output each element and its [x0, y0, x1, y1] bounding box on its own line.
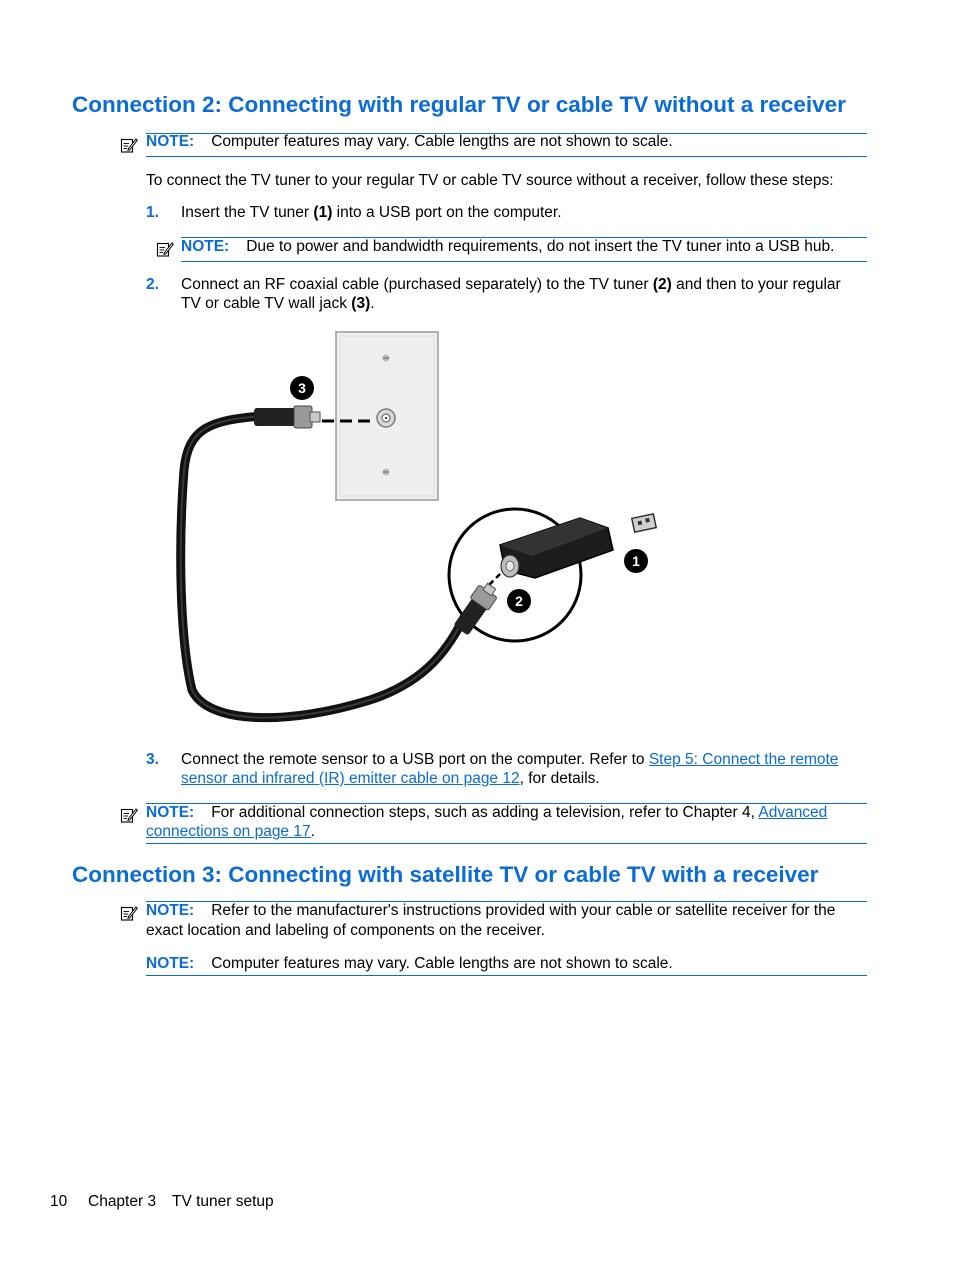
step-3-line-2: [181, 769, 600, 788]
note-bottom-rule: [181, 261, 867, 262]
note-text: Refer to the manufacturer's instructions provided with your cable or satellite receiver for the: [211, 902, 836, 919]
link-step-5-remote-sensor[interactable]: Step 5: Connect the remote: [648, 751, 839, 768]
note-label: NOTE:: [146, 955, 195, 972]
callout-label: 1: [632, 553, 640, 569]
callout-1: [624, 549, 648, 573]
step-1-text: [181, 203, 562, 222]
note-compute-features: [146, 132, 673, 151]
note-label: NOTE:: [146, 804, 195, 821]
callout-label: 2: [515, 593, 523, 609]
link-advanced-connections[interactable]: Advanced: [758, 804, 828, 821]
step-text: into a USB port on the computer.: [332, 204, 562, 221]
step-2-line-2: [181, 294, 375, 313]
note-manufacturer-line-2: exact location and labeling of components on the receiver.: [146, 922, 545, 939]
step-text: Connect the remote sensor to a USB port on the computer. Refer to: [181, 751, 649, 768]
note-icon: [120, 136, 138, 154]
note-text: Computer features may vary. Cable lengths are not shown to scale.: [211, 955, 673, 972]
note-bottom-rule: [146, 156, 867, 157]
callout-ref: (3): [351, 295, 371, 312]
note-icon: [156, 240, 174, 258]
callout-ref: (1): [313, 204, 333, 221]
intro-paragraph: To connect the TV tuner to your regular TV or cable TV source without a receiver, follow these steps:: [146, 172, 834, 189]
link-advanced-connections-cont[interactable]: connections on page 17: [146, 823, 311, 840]
note-bottom-rule: [146, 975, 867, 976]
note-text: For additional connection steps, such as adding a television, refer to Chapter 4,: [211, 804, 759, 821]
note-icon: [120, 806, 138, 824]
footer-chapter: Chapter 3: [88, 1193, 157, 1210]
note-usb-hub: [181, 237, 834, 256]
footer-title: TV tuner setup: [172, 1193, 274, 1210]
note-bottom-rule: [146, 843, 867, 844]
wall-jack-plate: [336, 332, 438, 500]
note-label: NOTE:: [181, 238, 230, 255]
callout-ref: (2): [652, 276, 672, 293]
note-icon: [120, 904, 138, 922]
step-number: 1.: [146, 204, 159, 221]
note-text: Computer features may vary. Cable lengths are not shown to scale.: [211, 133, 673, 150]
f-connector-top: [254, 406, 320, 428]
link-step-5-remote-sensor-cont[interactable]: sensor and infrared (IR) emitter cable on page 12: [181, 770, 520, 787]
step-text: TV or cable TV wall jack: [181, 295, 352, 312]
step-text: Connect an RF coaxial cable (purchased separately) to the TV tuner: [181, 276, 653, 293]
note-label: NOTE:: [146, 902, 195, 919]
callout-2: [507, 589, 531, 613]
step-text: Insert the TV tuner: [181, 204, 314, 221]
tv-tuner-connection-illustration: [170, 320, 670, 730]
callout-label: 3: [298, 380, 306, 396]
note-text: .: [310, 823, 315, 840]
note-manufacturer-line-1: [146, 901, 835, 920]
usb-plug: [632, 514, 656, 532]
step-number: 3.: [146, 751, 159, 768]
step-3-line-1: [181, 750, 838, 769]
callout-3: [290, 376, 314, 400]
step-number: 2.: [146, 276, 159, 293]
page-number: 10: [50, 1193, 68, 1210]
step-text: and then to your regular: [671, 276, 841, 293]
section-heading-connection-3: Connection 3: Connecting with satellite TV or cable TV with a receiver: [72, 862, 819, 887]
note-label: NOTE:: [146, 133, 195, 150]
step-text: , for details.: [519, 770, 600, 787]
step-text: .: [370, 295, 375, 312]
note-text: Due to power and bandwidth requirements, do not insert the TV tuner into a USB hub.: [246, 238, 835, 255]
step-2-line-1: [181, 275, 841, 294]
section-heading-connection-2: Connection 2: Connecting with regular TV or cable TV without a receiver: [72, 92, 846, 117]
note-compute-features-2: [146, 954, 673, 973]
note-additional-steps-line-2: [146, 822, 315, 841]
note-additional-steps-line-1: [146, 803, 827, 822]
